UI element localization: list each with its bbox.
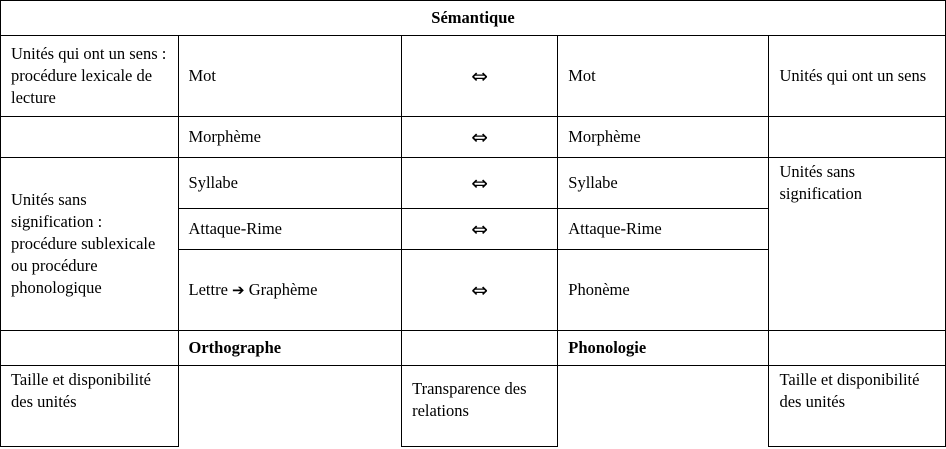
phono-mot: Mot (558, 36, 769, 117)
ortho-lettre-grapheme (178, 250, 402, 331)
right-arrow-icon: ➔ (232, 281, 245, 299)
orthographe-label: Orthographe (178, 331, 402, 366)
label-empty-middle (402, 331, 558, 366)
bottom-empty-left (178, 366, 402, 447)
ortho-grapheme: Graphème (248, 280, 318, 299)
row-morpheme (1, 117, 946, 158)
ortho-syllabe: Syllabe (178, 158, 402, 209)
phono-morpheme: Morphème (558, 117, 769, 158)
label-empty-left (1, 331, 179, 366)
double-arrow-icon: ⇔ (402, 250, 558, 331)
ortho-attaque-rime: Attaque-Rime (178, 209, 402, 250)
double-arrow-icon: ⇔ (402, 36, 558, 117)
label-empty-right (769, 331, 946, 366)
semantique-header: Sémantique (1, 1, 946, 36)
phono-attaque-rime: Attaque-Rime (558, 209, 769, 250)
double-arrow-icon: ⇔ (402, 158, 558, 209)
bottom-empty-right (558, 366, 769, 447)
header-row (1, 1, 946, 36)
row-syllabe (1, 158, 946, 209)
phonologie-label: Phonologie (558, 331, 769, 366)
left-desc-sans-signification: Unités sans signification : procédure sublexicale ou procédure phonologique (1, 158, 179, 331)
row-labels (1, 331, 946, 366)
ortho-mot: Mot (178, 36, 402, 117)
right-desc-sans-signification: Unités sans signification (769, 158, 946, 331)
row-mot (1, 36, 946, 117)
left-desc-sens: Unités qui ont un sens : procédure lexicale de lecture (1, 36, 179, 117)
bottom-middle-transparence: Transparence des relations (402, 366, 558, 447)
double-arrow-icon: ⇔ (402, 209, 558, 250)
left-empty-morpheme (1, 117, 179, 158)
right-desc-sens: Unités qui ont un sens (769, 36, 946, 117)
row-bottom (1, 366, 946, 447)
ortho-morpheme: Morphème (178, 117, 402, 158)
bottom-right-taille: Taille et disponibilité des unités (769, 366, 946, 447)
phono-syllabe: Syllabe (558, 158, 769, 209)
right-empty-morpheme (769, 117, 946, 158)
double-arrow-icon: ⇔ (402, 117, 558, 158)
phono-phoneme: Phonème (558, 250, 769, 331)
bottom-left-taille: Taille et disponibilité des unités (1, 366, 179, 447)
ortho-lettre: Lettre (188, 280, 228, 299)
